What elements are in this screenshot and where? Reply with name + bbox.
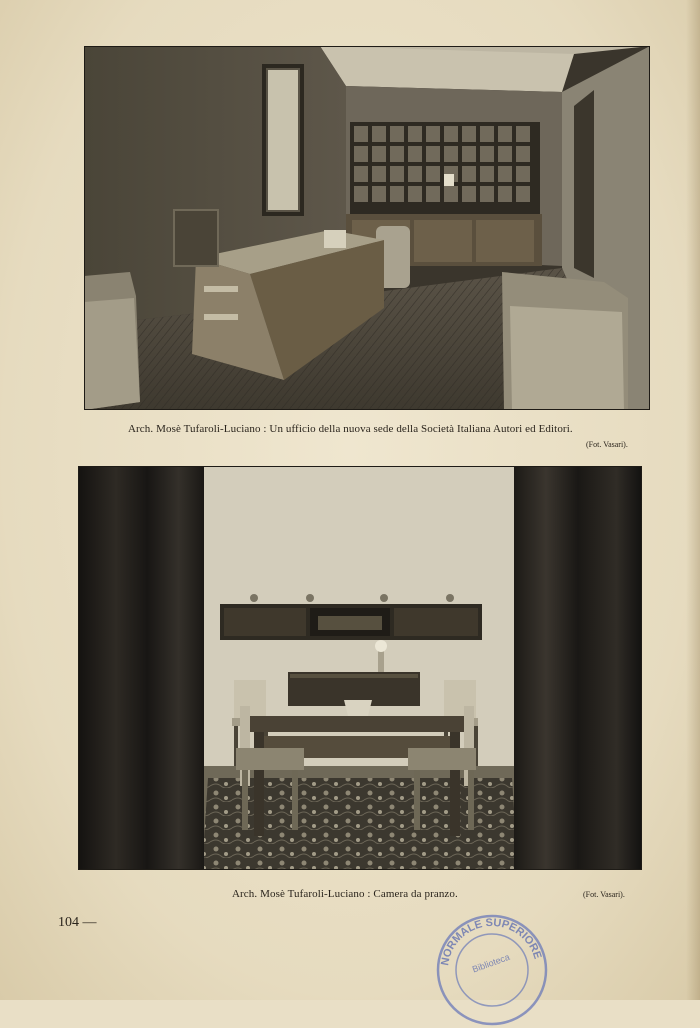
caption-dining-room: Arch. Mosè Tufaroli-Luciano : Camera da pranzo. — [232, 888, 458, 900]
photo-dining-room — [78, 466, 642, 870]
library-stamp — [432, 908, 552, 1028]
office-illustration — [84, 46, 650, 410]
page-number: 104 — — [58, 915, 97, 930]
photo-credit-office: (Fot. Vasari). — [586, 440, 628, 449]
photo-credit-dining-room: (Fot. Vasari). — [583, 890, 625, 899]
page-edge-shadow — [686, 0, 700, 1000]
photo-office-interior — [84, 46, 650, 410]
stamp-inner-text: Biblioteca — [470, 951, 512, 975]
caption-office: Arch. Mosè Tufaroli-Luciano : Un ufficio della nuova sede della Società Italiana Autori ed Editori. — [128, 423, 573, 435]
dining-illustration — [78, 466, 642, 870]
stamp-ring-text: NORMALE SUPERIORE — [439, 916, 544, 967]
